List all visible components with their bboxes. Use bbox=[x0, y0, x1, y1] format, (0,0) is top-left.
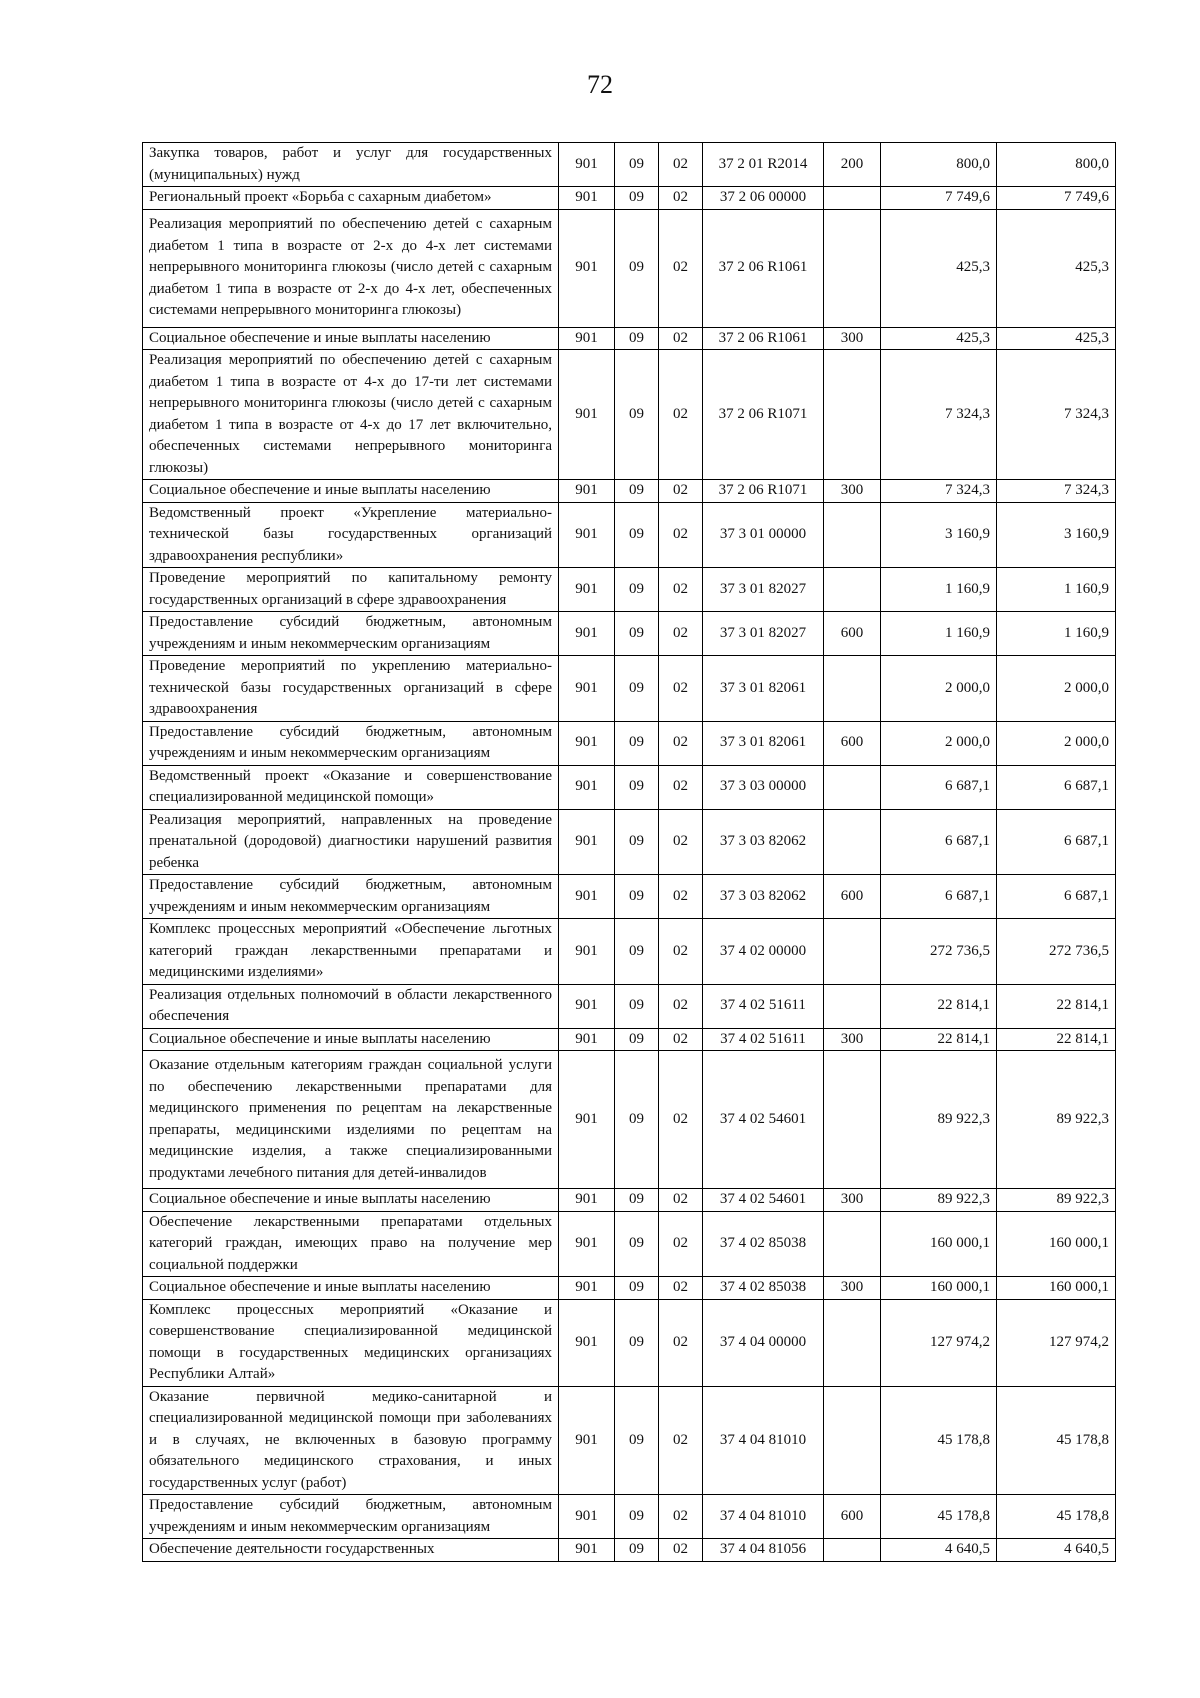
row-rz-cell: 09 bbox=[615, 721, 659, 765]
row-csr-cell: 37 3 03 82062 bbox=[703, 809, 824, 875]
row-gr-cell: 901 bbox=[559, 984, 615, 1028]
row-sum1-cell: 800,0 bbox=[881, 143, 997, 187]
row-sum1-cell: 22 814,1 bbox=[881, 984, 997, 1028]
row-vr-cell: 600 bbox=[824, 612, 881, 656]
row-gr-cell: 901 bbox=[559, 1028, 615, 1051]
row-pr-cell: 02 bbox=[659, 1028, 703, 1051]
row-gr-cell: 901 bbox=[559, 919, 615, 985]
row-csr-cell: 37 3 01 82061 bbox=[703, 656, 824, 722]
row-rz-cell: 09 bbox=[615, 656, 659, 722]
row-pr-cell: 02 bbox=[659, 1211, 703, 1277]
row-sum1-cell: 45 178,8 bbox=[881, 1495, 997, 1539]
row-gr-cell: 901 bbox=[559, 765, 615, 809]
row-vr-cell bbox=[824, 1299, 881, 1386]
row-sum2-cell: 45 178,8 bbox=[997, 1386, 1116, 1495]
row-rz-cell: 09 bbox=[615, 612, 659, 656]
row-name-cell: Ведомственный проект «Оказание и совершенствование специализированной медицинской помощи» bbox=[143, 765, 559, 809]
row-pr-cell: 02 bbox=[659, 984, 703, 1028]
row-gr-cell: 901 bbox=[559, 1299, 615, 1386]
row-pr-cell: 02 bbox=[659, 568, 703, 612]
row-name-cell: Региональный проект «Борьба с сахарным диабетом» bbox=[143, 187, 559, 210]
row-rz-cell: 09 bbox=[615, 568, 659, 612]
row-sum1-cell: 89 922,3 bbox=[881, 1051, 997, 1189]
row-sum1-cell: 7 749,6 bbox=[881, 187, 997, 210]
row-pr-cell: 02 bbox=[659, 1277, 703, 1300]
row-vr-cell bbox=[824, 502, 881, 568]
row-rz-cell: 09 bbox=[615, 1386, 659, 1495]
row-pr-cell: 02 bbox=[659, 612, 703, 656]
table-row bbox=[143, 568, 1116, 612]
row-vr-cell: 600 bbox=[824, 721, 881, 765]
row-sum2-cell: 2 000,0 bbox=[997, 656, 1116, 722]
row-rz-cell: 09 bbox=[615, 875, 659, 919]
table-row bbox=[143, 656, 1116, 722]
row-sum2-cell: 272 736,5 bbox=[997, 919, 1116, 985]
row-pr-cell: 02 bbox=[659, 1386, 703, 1495]
row-name-cell: Предоставление субсидий бюджетным, автономным учреждениям и иным некоммерческим организациям bbox=[143, 875, 559, 919]
table-row bbox=[143, 350, 1116, 480]
table-row bbox=[143, 809, 1116, 875]
row-name-cell: Оказание первичной медико-санитарной и специализированной медицинской помощи при заболеваниях и в случаях, не включенных в базовую программу обязательного медицинского страхования, и иных государственных услуг (работ) bbox=[143, 1386, 559, 1495]
row-rz-cell: 09 bbox=[615, 1211, 659, 1277]
row-vr-cell bbox=[824, 1051, 881, 1189]
row-rz-cell: 09 bbox=[615, 209, 659, 327]
row-rz-cell: 09 bbox=[615, 143, 659, 187]
row-gr-cell: 901 bbox=[559, 327, 615, 350]
row-sum2-cell: 425,3 bbox=[997, 327, 1116, 350]
row-sum1-cell: 160 000,1 bbox=[881, 1277, 997, 1300]
row-gr-cell: 901 bbox=[559, 612, 615, 656]
row-sum2-cell: 6 687,1 bbox=[997, 875, 1116, 919]
row-sum1-cell: 6 687,1 bbox=[881, 809, 997, 875]
row-name-cell: Реализация мероприятий, направленных на проведение пренатальной (дородовой) диагностики нарушений развития ребенка bbox=[143, 809, 559, 875]
row-sum2-cell: 1 160,9 bbox=[997, 568, 1116, 612]
row-vr-cell bbox=[824, 1539, 881, 1562]
row-csr-cell: 37 2 06 R1071 bbox=[703, 480, 824, 503]
row-sum1-cell: 127 974,2 bbox=[881, 1299, 997, 1386]
row-name-cell: Оказание отдельным категориям граждан социальной услуги по обеспечению лекарственными препаратами для медицинского применения по рецептам на лекарственные препараты, медицинскими изделиями по рецептам на медицинские изделия, а также специализированными продуктами лечебного питания для детей-инвалидов bbox=[143, 1051, 559, 1189]
table-row bbox=[143, 875, 1116, 919]
table-row bbox=[143, 612, 1116, 656]
row-sum2-cell: 7 324,3 bbox=[997, 350, 1116, 480]
row-vr-cell: 600 bbox=[824, 1495, 881, 1539]
row-sum1-cell: 7 324,3 bbox=[881, 350, 997, 480]
row-rz-cell: 09 bbox=[615, 1051, 659, 1189]
row-name-cell: Социальное обеспечение и иные выплаты населению bbox=[143, 327, 559, 350]
row-gr-cell: 901 bbox=[559, 1495, 615, 1539]
row-gr-cell: 901 bbox=[559, 809, 615, 875]
table-row bbox=[143, 919, 1116, 985]
row-sum1-cell: 425,3 bbox=[881, 327, 997, 350]
row-sum2-cell: 6 687,1 bbox=[997, 809, 1116, 875]
row-name-cell: Обеспечение деятельности государственных bbox=[143, 1539, 559, 1562]
row-csr-cell: 37 4 04 81056 bbox=[703, 1539, 824, 1562]
row-vr-cell: 300 bbox=[824, 1028, 881, 1051]
row-name-cell: Реализация мероприятий по обеспечению детей с сахарным диабетом 1 типа в возрасте от 4-х до 17-ти лет системами непрерывного мониторинга глюкозы (число детей с сахарным диабетом 1 типа в возрасте от 4-х до 17 лет включительно, обеспеченных системами непрерывного мониторинга глюкозы) bbox=[143, 350, 559, 480]
table-row bbox=[143, 765, 1116, 809]
row-vr-cell: 300 bbox=[824, 1189, 881, 1212]
row-name-cell: Обеспечение лекарственными препаратами отдельных категорий граждан, имеющих право на получение мер социальной поддержки bbox=[143, 1211, 559, 1277]
row-sum1-cell: 160 000,1 bbox=[881, 1211, 997, 1277]
row-csr-cell: 37 4 02 00000 bbox=[703, 919, 824, 985]
row-pr-cell: 02 bbox=[659, 809, 703, 875]
row-sum2-cell: 7 324,3 bbox=[997, 480, 1116, 503]
row-csr-cell: 37 2 06 R1061 bbox=[703, 209, 824, 327]
row-sum1-cell: 1 160,9 bbox=[881, 612, 997, 656]
row-sum1-cell: 6 687,1 bbox=[881, 875, 997, 919]
row-rz-cell: 09 bbox=[615, 984, 659, 1028]
row-vr-cell bbox=[824, 656, 881, 722]
row-vr-cell bbox=[824, 568, 881, 612]
row-gr-cell: 901 bbox=[559, 721, 615, 765]
page-number: 72 bbox=[587, 70, 613, 99]
row-gr-cell: 901 bbox=[559, 350, 615, 480]
row-sum2-cell: 127 974,2 bbox=[997, 1299, 1116, 1386]
row-gr-cell: 901 bbox=[559, 1211, 615, 1277]
row-sum1-cell: 22 814,1 bbox=[881, 1028, 997, 1051]
row-csr-cell: 37 4 02 54601 bbox=[703, 1051, 824, 1189]
row-sum1-cell: 2 000,0 bbox=[881, 656, 997, 722]
row-pr-cell: 02 bbox=[659, 1495, 703, 1539]
row-name-cell: Проведение мероприятий по укреплению материально-технической базы государственных организаций в сфере здравоохранения bbox=[143, 656, 559, 722]
row-name-cell: Предоставление субсидий бюджетным, автономным учреждениям и иным некоммерческим организациям bbox=[143, 1495, 559, 1539]
row-gr-cell: 901 bbox=[559, 502, 615, 568]
row-pr-cell: 02 bbox=[659, 209, 703, 327]
row-vr-cell bbox=[824, 209, 881, 327]
row-csr-cell: 37 2 06 R1071 bbox=[703, 350, 824, 480]
row-sum1-cell: 7 324,3 bbox=[881, 480, 997, 503]
row-rz-cell: 09 bbox=[615, 809, 659, 875]
row-rz-cell: 09 bbox=[615, 327, 659, 350]
row-name-cell: Предоставление субсидий бюджетным, автономным учреждениям и иным некоммерческим организациям bbox=[143, 612, 559, 656]
row-csr-cell: 37 4 02 85038 bbox=[703, 1211, 824, 1277]
row-name-cell: Социальное обеспечение и иные выплаты населению bbox=[143, 1028, 559, 1051]
row-csr-cell: 37 3 01 82027 bbox=[703, 568, 824, 612]
row-rz-cell: 09 bbox=[615, 1539, 659, 1562]
row-csr-cell: 37 3 01 82027 bbox=[703, 612, 824, 656]
row-rz-cell: 09 bbox=[615, 1028, 659, 1051]
row-sum2-cell: 800,0 bbox=[997, 143, 1116, 187]
row-sum2-cell: 4 640,5 bbox=[997, 1539, 1116, 1562]
row-vr-cell: 300 bbox=[824, 480, 881, 503]
row-sum1-cell: 2 000,0 bbox=[881, 721, 997, 765]
row-csr-cell: 37 4 02 51611 bbox=[703, 1028, 824, 1051]
row-gr-cell: 901 bbox=[559, 1051, 615, 1189]
row-name-cell: Социальное обеспечение и иные выплаты населению bbox=[143, 1189, 559, 1212]
row-vr-cell: 600 bbox=[824, 875, 881, 919]
row-pr-cell: 02 bbox=[659, 765, 703, 809]
row-pr-cell: 02 bbox=[659, 327, 703, 350]
budget-table-body bbox=[143, 143, 1116, 1562]
table-row bbox=[143, 721, 1116, 765]
row-csr-cell: 37 4 04 81010 bbox=[703, 1495, 824, 1539]
row-pr-cell: 02 bbox=[659, 350, 703, 480]
row-pr-cell: 02 bbox=[659, 187, 703, 210]
table-row bbox=[143, 187, 1116, 210]
row-gr-cell: 901 bbox=[559, 568, 615, 612]
row-sum2-cell: 7 749,6 bbox=[997, 187, 1116, 210]
row-name-cell: Предоставление субсидий бюджетным, автономным учреждениям и иным некоммерческим организациям bbox=[143, 721, 559, 765]
row-name-cell: Социальное обеспечение и иные выплаты населению bbox=[143, 480, 559, 503]
row-csr-cell: 37 2 01 R2014 bbox=[703, 143, 824, 187]
row-sum2-cell: 22 814,1 bbox=[997, 984, 1116, 1028]
row-pr-cell: 02 bbox=[659, 721, 703, 765]
row-gr-cell: 901 bbox=[559, 187, 615, 210]
row-sum2-cell: 160 000,1 bbox=[997, 1277, 1116, 1300]
row-gr-cell: 901 bbox=[559, 143, 615, 187]
row-csr-cell: 37 3 03 82062 bbox=[703, 875, 824, 919]
table-row bbox=[143, 984, 1116, 1028]
row-pr-cell: 02 bbox=[659, 875, 703, 919]
row-sum2-cell: 425,3 bbox=[997, 209, 1116, 327]
row-vr-cell bbox=[824, 187, 881, 210]
row-vr-cell: 300 bbox=[824, 327, 881, 350]
row-vr-cell bbox=[824, 984, 881, 1028]
row-sum1-cell: 45 178,8 bbox=[881, 1386, 997, 1495]
row-sum2-cell: 1 160,9 bbox=[997, 612, 1116, 656]
table-row bbox=[143, 1189, 1116, 1212]
row-name-cell: Проведение мероприятий по капитальному ремонту государственных организаций в сфере здравоохранения bbox=[143, 568, 559, 612]
row-pr-cell: 02 bbox=[659, 1051, 703, 1189]
row-name-cell: Социальное обеспечение и иные выплаты населению bbox=[143, 1277, 559, 1300]
table-row bbox=[143, 1539, 1116, 1562]
row-csr-cell: 37 3 03 00000 bbox=[703, 765, 824, 809]
row-sum1-cell: 272 736,5 bbox=[881, 919, 997, 985]
table-row bbox=[143, 209, 1116, 327]
table-row bbox=[143, 1299, 1116, 1386]
row-vr-cell bbox=[824, 765, 881, 809]
row-csr-cell: 37 2 06 00000 bbox=[703, 187, 824, 210]
table-row bbox=[143, 1051, 1116, 1189]
row-sum1-cell: 4 640,5 bbox=[881, 1539, 997, 1562]
row-csr-cell: 37 4 04 00000 bbox=[703, 1299, 824, 1386]
row-rz-cell: 09 bbox=[615, 1299, 659, 1386]
row-rz-cell: 09 bbox=[615, 187, 659, 210]
row-name-cell: Закупка товаров, работ и услуг для государственных (муниципальных) нужд bbox=[143, 143, 559, 187]
row-rz-cell: 09 bbox=[615, 502, 659, 568]
row-vr-cell bbox=[824, 1386, 881, 1495]
table-row bbox=[143, 1386, 1116, 1495]
row-pr-cell: 02 bbox=[659, 502, 703, 568]
row-rz-cell: 09 bbox=[615, 1277, 659, 1300]
row-sum1-cell: 425,3 bbox=[881, 209, 997, 327]
row-sum1-cell: 89 922,3 bbox=[881, 1189, 997, 1212]
row-rz-cell: 09 bbox=[615, 765, 659, 809]
row-vr-cell: 200 bbox=[824, 143, 881, 187]
row-csr-cell: 37 4 02 85038 bbox=[703, 1277, 824, 1300]
table-row bbox=[143, 1211, 1116, 1277]
row-vr-cell: 300 bbox=[824, 1277, 881, 1300]
row-pr-cell: 02 bbox=[659, 480, 703, 503]
budget-table bbox=[142, 142, 1116, 1562]
table-row bbox=[143, 1277, 1116, 1300]
row-gr-cell: 901 bbox=[559, 1539, 615, 1562]
row-name-cell: Ведомственный проект «Укрепление материально-технической базы государственных организаций здравоохранения республики» bbox=[143, 502, 559, 568]
table-row bbox=[143, 327, 1116, 350]
table-row bbox=[143, 1495, 1116, 1539]
row-csr-cell: 37 4 04 81010 bbox=[703, 1386, 824, 1495]
row-gr-cell: 901 bbox=[559, 1189, 615, 1212]
row-csr-cell: 37 4 02 54601 bbox=[703, 1189, 824, 1212]
row-csr-cell: 37 4 02 51611 bbox=[703, 984, 824, 1028]
row-sum2-cell: 89 922,3 bbox=[997, 1051, 1116, 1189]
row-vr-cell bbox=[824, 919, 881, 985]
table-row bbox=[143, 502, 1116, 568]
table-row bbox=[143, 480, 1116, 503]
row-rz-cell: 09 bbox=[615, 350, 659, 480]
table-row bbox=[143, 143, 1116, 187]
row-gr-cell: 901 bbox=[559, 1277, 615, 1300]
row-csr-cell: 37 3 01 00000 bbox=[703, 502, 824, 568]
row-sum1-cell: 6 687,1 bbox=[881, 765, 997, 809]
row-rz-cell: 09 bbox=[615, 1495, 659, 1539]
row-gr-cell: 901 bbox=[559, 875, 615, 919]
row-sum2-cell: 2 000,0 bbox=[997, 721, 1116, 765]
row-rz-cell: 09 bbox=[615, 919, 659, 985]
row-name-cell: Реализация отдельных полномочий в области лекарственного обеспечения bbox=[143, 984, 559, 1028]
row-gr-cell: 901 bbox=[559, 480, 615, 503]
row-sum2-cell: 45 178,8 bbox=[997, 1495, 1116, 1539]
row-csr-cell: 37 2 06 R1061 bbox=[703, 327, 824, 350]
row-name-cell: Комплекс процессных мероприятий «Обеспечение льготных категорий граждан лекарственными препаратами и медицинскими изделиями» bbox=[143, 919, 559, 985]
table-row bbox=[143, 1028, 1116, 1051]
row-pr-cell: 02 bbox=[659, 1539, 703, 1562]
row-rz-cell: 09 bbox=[615, 480, 659, 503]
row-pr-cell: 02 bbox=[659, 1189, 703, 1212]
row-sum2-cell: 160 000,1 bbox=[997, 1211, 1116, 1277]
row-pr-cell: 02 bbox=[659, 1299, 703, 1386]
row-vr-cell bbox=[824, 1211, 881, 1277]
row-sum1-cell: 1 160,9 bbox=[881, 568, 997, 612]
row-sum2-cell: 3 160,9 bbox=[997, 502, 1116, 568]
row-csr-cell: 37 3 01 82061 bbox=[703, 721, 824, 765]
row-rz-cell: 09 bbox=[615, 1189, 659, 1212]
row-vr-cell bbox=[824, 809, 881, 875]
row-name-cell: Комплекс процессных мероприятий «Оказание и совершенствование специализированной медицинской помощи в государственных медицинских организациях Республики Алтай» bbox=[143, 1299, 559, 1386]
row-name-cell: Реализация мероприятий по обеспечению детей с сахарным диабетом 1 типа в возрасте от 2-х до 4-х лет системами непрерывного мониторинга глюкозы (число детей с сахарным диабетом 1 типа в возрасте от 2-х до 4-х лет, обеспеченных системами непрерывного мониторинга глюкозы) bbox=[143, 209, 559, 327]
row-pr-cell: 02 bbox=[659, 656, 703, 722]
row-gr-cell: 901 bbox=[559, 209, 615, 327]
row-sum2-cell: 6 687,1 bbox=[997, 765, 1116, 809]
row-vr-cell bbox=[824, 350, 881, 480]
row-sum2-cell: 22 814,1 bbox=[997, 1028, 1116, 1051]
row-gr-cell: 901 bbox=[559, 656, 615, 722]
row-sum2-cell: 89 922,3 bbox=[997, 1189, 1116, 1212]
row-gr-cell: 901 bbox=[559, 1386, 615, 1495]
row-sum1-cell: 3 160,9 bbox=[881, 502, 997, 568]
row-pr-cell: 02 bbox=[659, 143, 703, 187]
row-pr-cell: 02 bbox=[659, 919, 703, 985]
